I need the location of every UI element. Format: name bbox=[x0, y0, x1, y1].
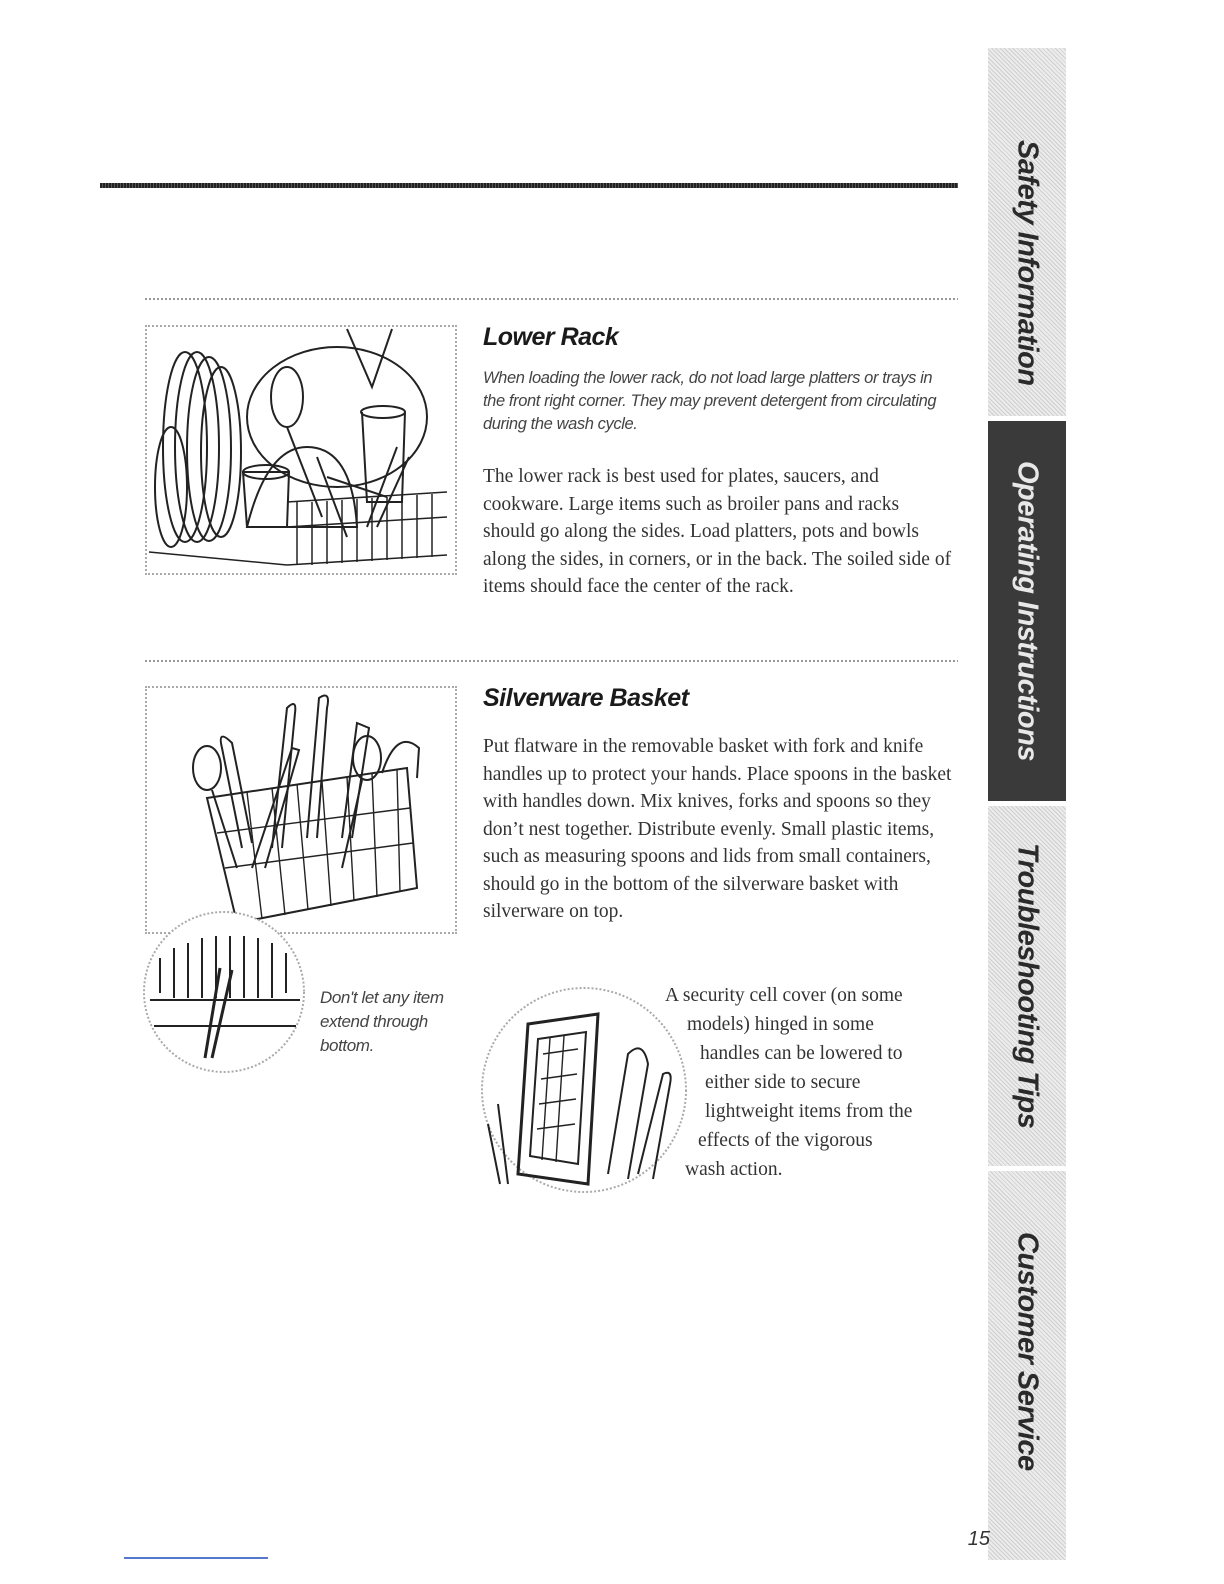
silverware-basket-illustration bbox=[145, 686, 457, 934]
page-number: 15 bbox=[967, 1528, 990, 1550]
tab-troubleshooting-tips[interactable] bbox=[988, 806, 1066, 1166]
security-line-4: either side to secure bbox=[705, 1072, 861, 1093]
tab-label: Troubleshooting Tips bbox=[1011, 843, 1044, 1129]
section-tabs bbox=[988, 48, 1066, 1560]
section-divider bbox=[145, 298, 958, 300]
top-rule bbox=[100, 183, 958, 188]
tab-operating-instructions[interactable] bbox=[988, 421, 1066, 801]
tab-safety-information[interactable] bbox=[988, 98, 1066, 428]
tab-label: Safety Information bbox=[1011, 140, 1044, 386]
lower-rack-title: Lower Rack bbox=[483, 323, 619, 351]
tab-customer-service[interactable] bbox=[988, 1171, 1066, 1531]
security-line-6: effects of the vigorous bbox=[698, 1130, 873, 1151]
silverware-basket-title: Silverware Basket bbox=[483, 684, 689, 712]
lower-rack-illustration bbox=[145, 325, 457, 575]
security-line-2: models) hinged in some bbox=[687, 1014, 874, 1035]
security-line-5: lightweight items from the bbox=[705, 1101, 913, 1122]
security-line-7: wash action. bbox=[685, 1159, 783, 1180]
silverware-basket-body: Put flatware in the removable basket with fork and knife handles up to protect your hands. Place spoons in the basket with handles down. Mix knives, forks and spoons so they don’t nest together. Distribute evenly. Small plastic items, such as measuring spoons and lids from small containers, should go in the bottom of the silverware basket with silverware on top. bbox=[483, 736, 952, 922]
footer-rule bbox=[124, 1557, 268, 1559]
security-line-1: A security cell cover (on some bbox=[665, 985, 903, 1006]
security-cell-inset bbox=[478, 984, 690, 1196]
tab-label: Operating Instructions bbox=[1011, 461, 1044, 761]
basket-bottom-inset bbox=[140, 908, 308, 1076]
lower-rack-note: When loading the lower rack, do not load large platters or trays in the front right corner. They may prevent detergent from circulating during the wash cycle. bbox=[483, 369, 937, 433]
basket-caption: Don't let any item extend through bottom. bbox=[320, 988, 444, 1055]
lower-rack-body: The lower rack is best used for plates, saucers, and cookware. Large items such as broiler pans and racks should go along the sides. Load platters, pots and bowls along the sides, in corners, or in the back. The soiled side of items should face the center of the rack. bbox=[483, 466, 952, 597]
security-line-3: handles can be lowered to bbox=[700, 1043, 903, 1064]
section-divider bbox=[145, 660, 958, 662]
tab-label: Customer Service bbox=[1011, 1231, 1044, 1471]
